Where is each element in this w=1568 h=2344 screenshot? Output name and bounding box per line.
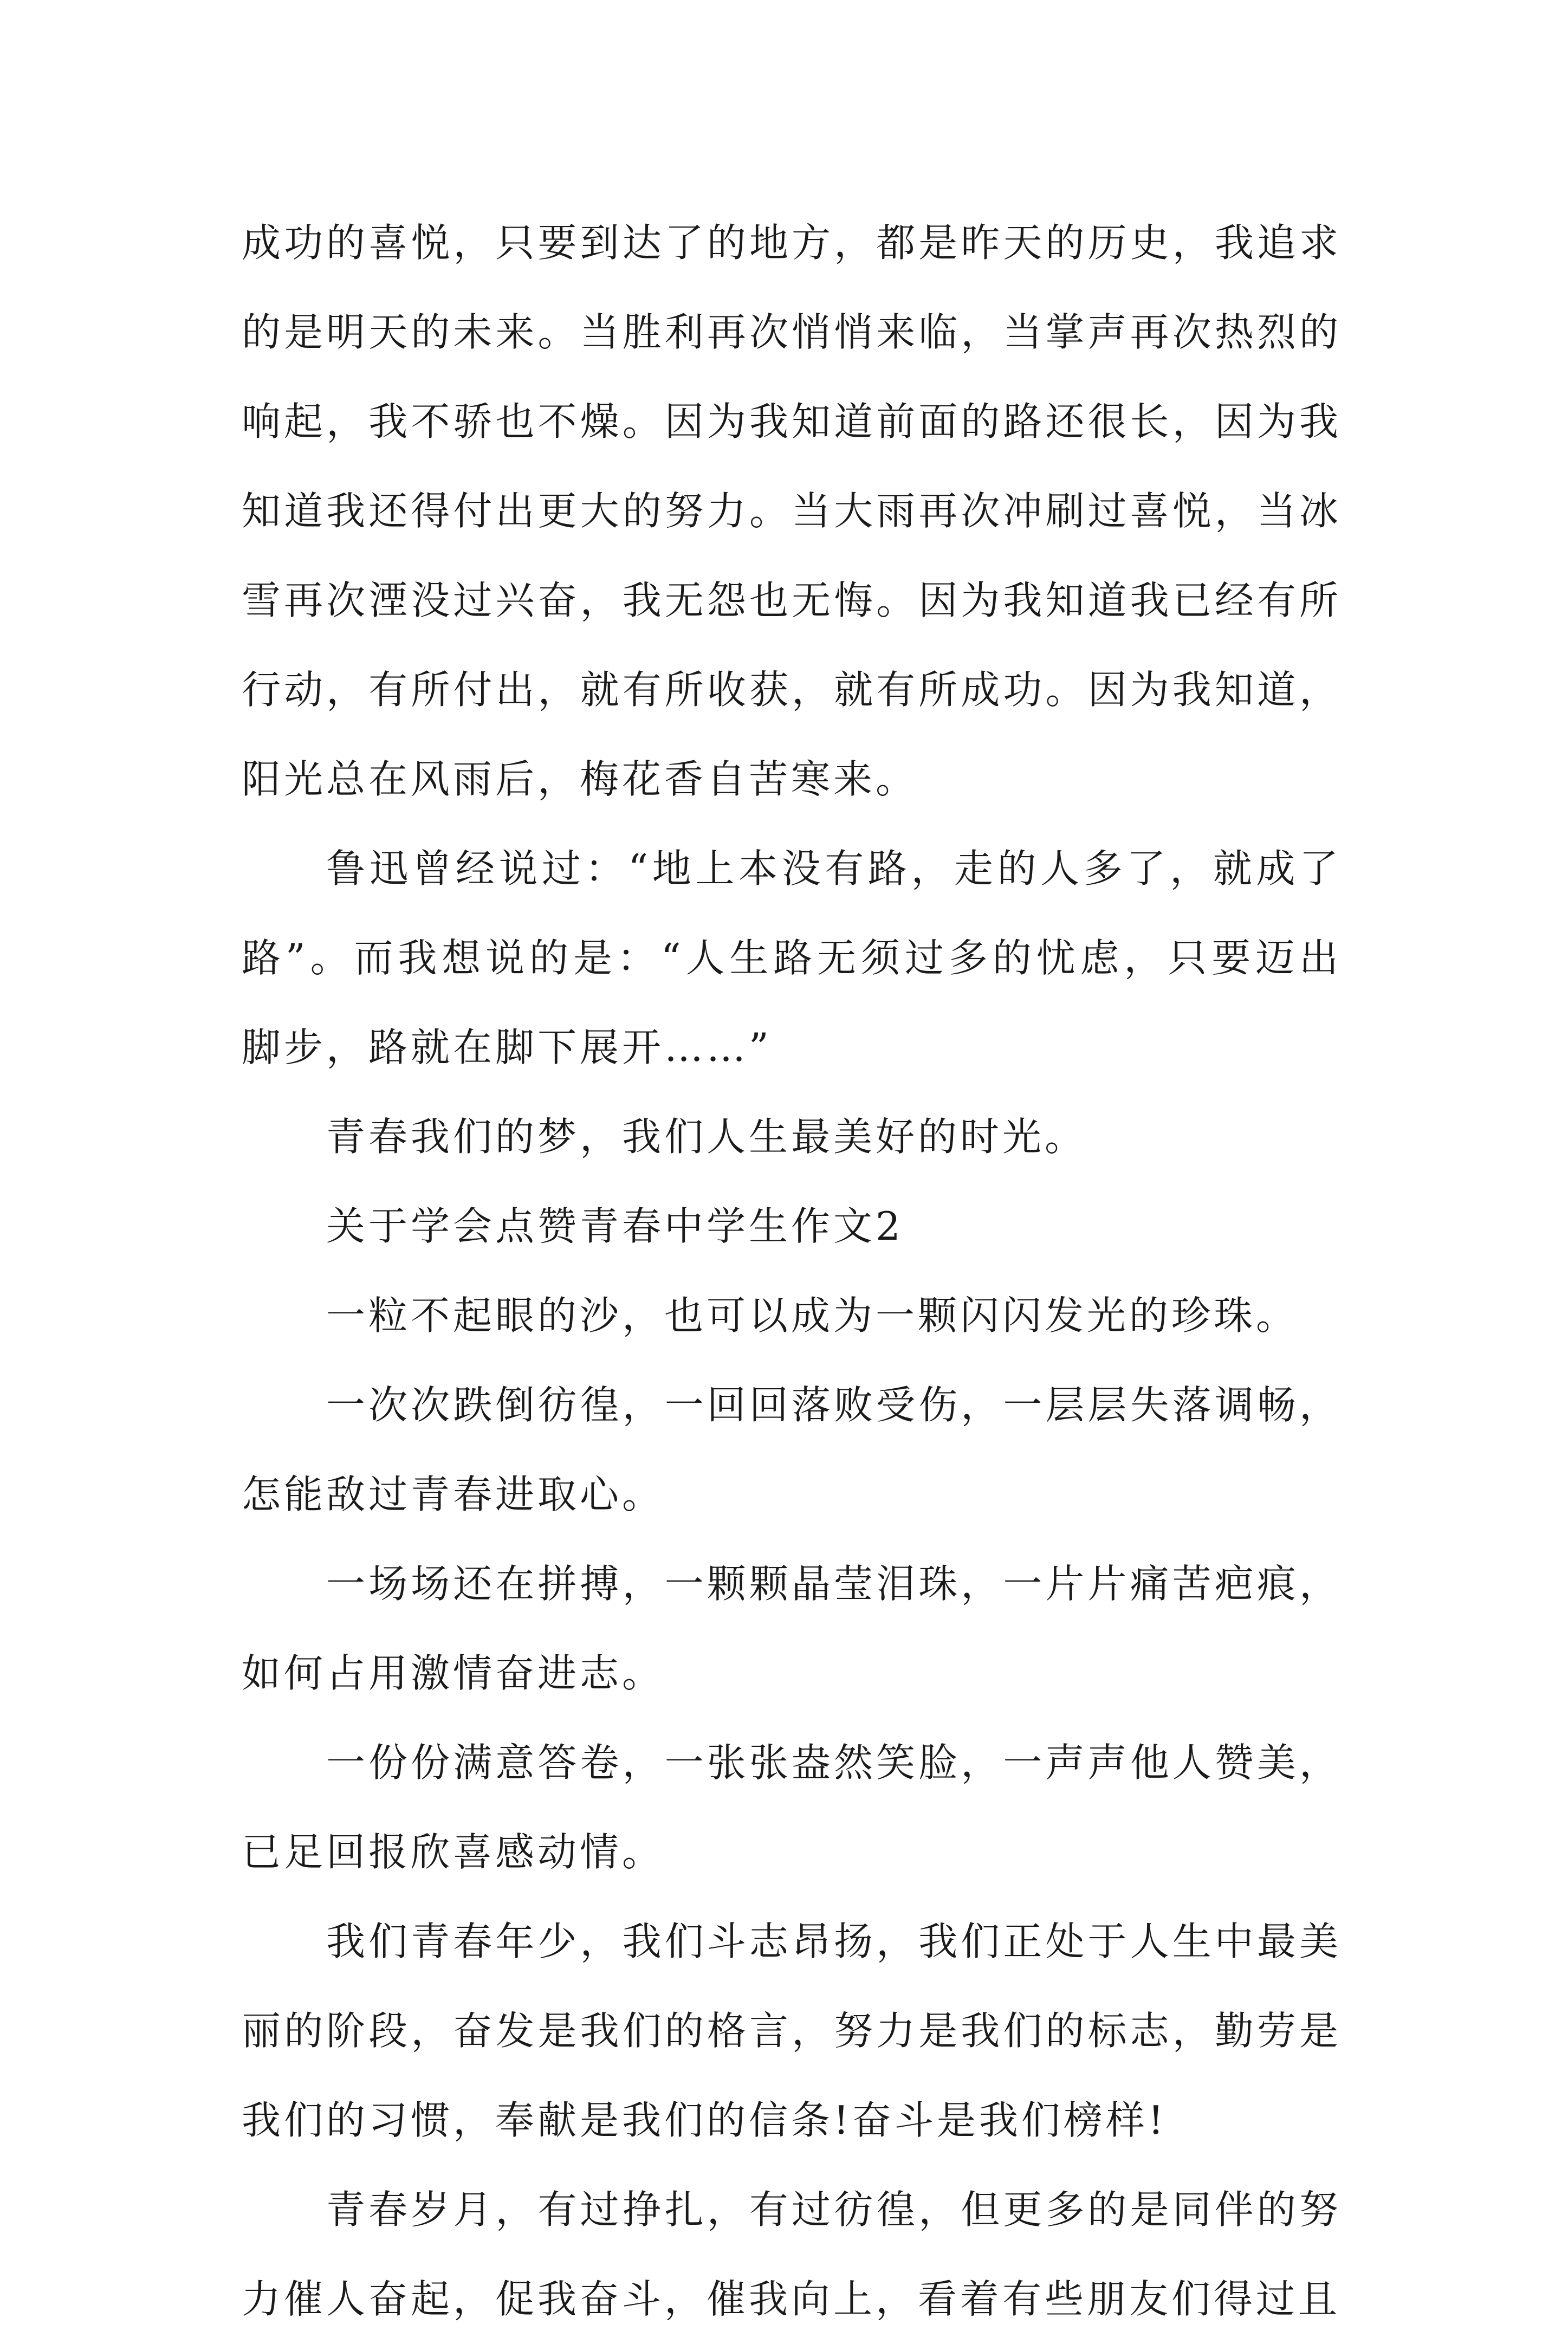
document-body bbox=[242, 198, 1342, 2344]
paragraph-10: 青春岁月，有过挣扎，有过彷徨，但更多的是同伴的努力催人奋起，促我奋斗，催我向上，看着有些朋友们得过且 bbox=[242, 2187, 1342, 2322]
paragraph-6: 一次次跌倒彷徨，一回回落败受伤，一层层失落调畅，怎能敌过青春进取心。 bbox=[242, 1382, 1342, 1517]
paragraph-9: 我们青春年少，我们斗志昂扬，我们正处于人生中最美丽的阶段，奋发是我们的格言，努力是我们的标志，勤劳是我们的习惯，奉献是我们的信条!奋斗是我们榜样! bbox=[242, 1919, 1342, 2143]
section-heading: 关于学会点赞青春中学生作文2 bbox=[326, 1203, 904, 1249]
paragraph-2: 鲁迅曾经说过：“地上本没有路，走的人多了，就成了路”。而我想说的是：“人生路无须过多的忧虑，只要迈出脚步，路就在脚下展开……” bbox=[242, 846, 1342, 1070]
paragraph-3: 青春我们的梦，我们人生最美好的时光。 bbox=[326, 1114, 1087, 1160]
paragraph-8: 一份份满意答卷，一张张盎然笑脸，一声声他人赞美，已足回报欣喜感动情。 bbox=[242, 1740, 1342, 1875]
paragraph-5: 一粒不起眼的沙，也可以成为一颗闪闪发光的珍珠。 bbox=[326, 1293, 1299, 1338]
paragraph-1: 成功的喜悦，只要到达了的地方，都是昨天的历史，我追求的是明天的未来。当胜利再次悄悄来临，当掌声再次热烈的响起，我不骄也不燥。因为我知道前面的路还很长，因为我知道我还得付出更大的努力。当大雨再次冲刷过喜悦，当冰雪再次湮没过兴奋，我无怨也无悔。因为我知道我已经有所行动，有所付出，就有所收获，就有所成功。因为我知道，阳光总在风雨后，梅花香自苦寒来。 bbox=[242, 220, 1342, 802]
paragraph-7: 一场场还在拼搏，一颗颗晶莹泪珠，一片片痛苦疤痕，如何占用激情奋进志。 bbox=[242, 1561, 1342, 1696]
